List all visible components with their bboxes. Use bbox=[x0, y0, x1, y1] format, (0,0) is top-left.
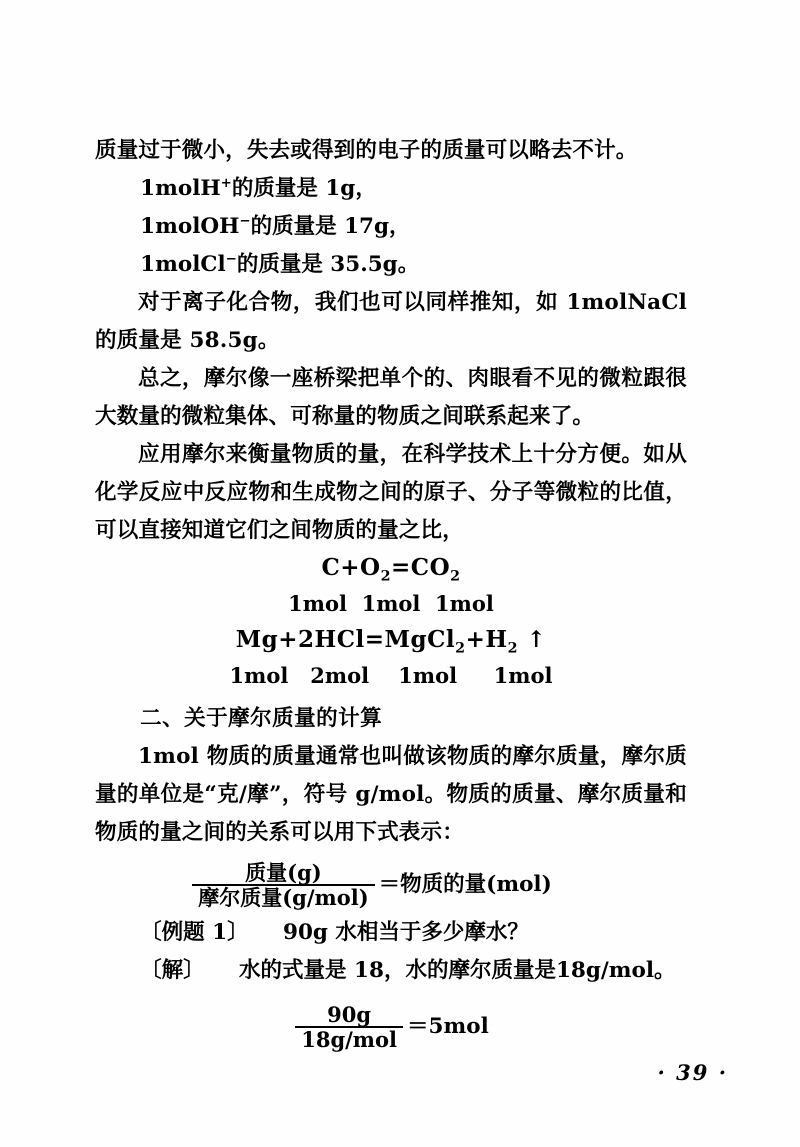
formula-mass-over-molar-mass bbox=[95, 862, 687, 908]
ion-formula-hydroxide: 1molOH bbox=[140, 214, 240, 239]
ion-mass-text-hydrogen: 的质量是 1g， bbox=[231, 176, 377, 201]
charge-superscript-minus-chloride: − bbox=[225, 250, 237, 267]
page-content bbox=[95, 132, 687, 1050]
example-solution-text: 水的式量是 18，水的摩尔质量是18g/mol。 bbox=[239, 958, 676, 983]
ion-mass-text-chloride: 的质量是 35.5g。 bbox=[236, 252, 420, 277]
molar-mass-intro-a: 1mol 物质的质量通常也叫做该物质的 bbox=[138, 744, 513, 769]
paragraph-ionic-compounds: 对于离子化合物，我们也可以同样推知，如 1molNaCl的质量是 58.5g。 bbox=[95, 290, 687, 353]
charge-superscript-minus-hydroxide: − bbox=[239, 212, 251, 229]
paragraph-mole-application: 应用摩尔来衡量物质的量，在科学技术上十分方便。如从化学反应中反应物和生成物之间的原子、分子等微粒的比值，可以直接知道它们之间物质的量之比， bbox=[95, 442, 687, 543]
chemical-equation-1: $C+O_2=CO_2$ bbox=[321, 554, 461, 585]
chemical-equation-2: $Mg+2HCl=MgCl_2+H_2$ ↑ bbox=[235, 626, 547, 657]
ion-mass-line-chloride bbox=[95, 246, 687, 284]
ion-formula-chloride: 1molCl bbox=[140, 252, 226, 277]
paragraph-mass-negligible: 质量过于微小，失去或得到的电子的质量可以略去不计。 bbox=[95, 138, 638, 163]
equation-block-carbon-dioxide bbox=[95, 550, 687, 622]
mole-ratio-1: 1mol 1mol 1mol bbox=[288, 591, 494, 616]
example-solution-tag: 〔解〕 bbox=[140, 958, 205, 983]
fraction-relation bbox=[192, 862, 374, 908]
calculation-result: ＝5mol bbox=[407, 1014, 489, 1040]
subscript-h2: 2 bbox=[507, 640, 518, 657]
equation-block-magnesium-hcl bbox=[95, 622, 687, 694]
fraction-denominator-molar-mass: 摩尔质量(g/mol) bbox=[192, 884, 374, 908]
paragraph-molar-mass-definition bbox=[95, 738, 687, 852]
calculation-numerator: 90g bbox=[327, 1002, 372, 1027]
example-solution-line bbox=[95, 952, 687, 990]
paragraph-mole-bridge: 总之，摩尔像一座桥梁把单个的、肉眼看不见的微粒跟很大数量的微粒集体、可称量的物质之间联系起来了。 bbox=[95, 366, 687, 429]
charge-superscript-plus: + bbox=[220, 174, 232, 191]
section-heading-molar-mass: 二、关于摩尔质量的计算 bbox=[140, 706, 383, 731]
subscript-co2: 2 bbox=[450, 568, 461, 585]
example-problem-tag: 〔例题 1〕 bbox=[140, 920, 249, 945]
ion-mass-line-hydrogen bbox=[95, 170, 687, 208]
example-problem-line bbox=[95, 914, 687, 952]
ion-formula-hydrogen: 1molH bbox=[140, 176, 221, 201]
example-problem-text: 90g 水相当于多少摩水？ bbox=[282, 920, 529, 945]
subscript-mgcl2: 2 bbox=[455, 640, 466, 657]
fraction-equals-amount: ＝物质的量(mol) bbox=[378, 872, 552, 898]
molar-mass-term: 摩尔质量 bbox=[512, 744, 600, 769]
molar-mass-intro-b: ，摩尔质量的单位是“克/摩”，符号 g/mol。物质的质量、摩尔质量和物质的量之间的关系可以用下式表示： bbox=[95, 744, 687, 845]
page-number: · 39 · bbox=[657, 1060, 728, 1085]
calculation-denominator: 18g/mol bbox=[295, 1026, 403, 1050]
calculation-fraction-row bbox=[95, 1004, 687, 1050]
ion-mass-line-hydroxide bbox=[95, 208, 687, 246]
gas-evolution-arrow-icon: ↑ bbox=[526, 626, 547, 653]
ion-mass-text-hydroxide: 的质量是 17g， bbox=[250, 214, 411, 239]
fraction-numerator-mass: 质量(g) bbox=[245, 860, 322, 885]
mole-ratio-2: 1mol 2mol 1mol 1mol bbox=[229, 663, 553, 688]
fraction-calculation bbox=[295, 1004, 403, 1050]
subscript-o2: 2 bbox=[380, 568, 391, 585]
